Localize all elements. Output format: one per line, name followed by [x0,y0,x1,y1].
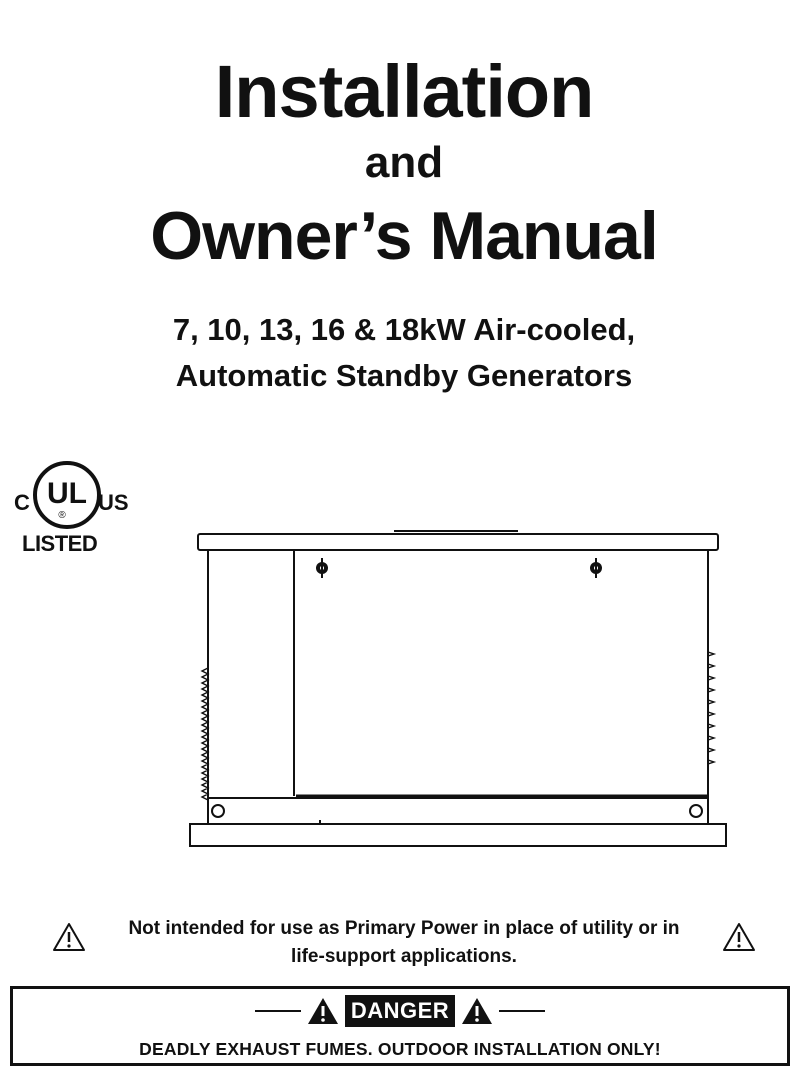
warning-triangle-icon [722,922,756,952]
primary-power-warning [96,915,712,971]
warning-triangle-icon [52,922,86,952]
ul-circle-icon [32,460,102,530]
lock-icon [590,558,602,578]
warning-line-2: life-support applications. [291,946,517,967]
title-owners-manual: Owner’s Manual [150,198,658,274]
danger-header [13,993,787,1029]
danger-rule-left [255,1010,301,1012]
danger-notice [10,986,790,1066]
ul-listed-label: LISTED [22,531,98,556]
title-and: and [364,138,444,187]
ul-c-label: C [14,490,30,515]
ul-listed-logo [14,458,134,560]
warning-line-1: Not intended for use as Primary Power in place of utility or in [128,918,680,939]
lock-icon [316,558,328,578]
subtitle-product-type: Automatic Standby Generators [175,358,633,393]
danger-label: DANGER [345,995,455,1027]
ul-us-label: US [98,490,129,515]
danger-message: DEADLY EXHAUST FUMES. OUTDOOR INSTALLATION ONLY! [139,1039,661,1059]
title-installation: Installation [214,50,594,133]
danger-triangle-icon [461,997,493,1025]
generator-illustration [188,524,732,854]
danger-triangle-icon [307,997,339,1025]
ul-registered-mark: ® [58,510,66,521]
ul-mark-text: UL [47,477,87,510]
subtitle-models: 7, 10, 13, 16 & 18kW Air-cooled, [172,312,636,347]
danger-rule-right [499,1010,545,1012]
